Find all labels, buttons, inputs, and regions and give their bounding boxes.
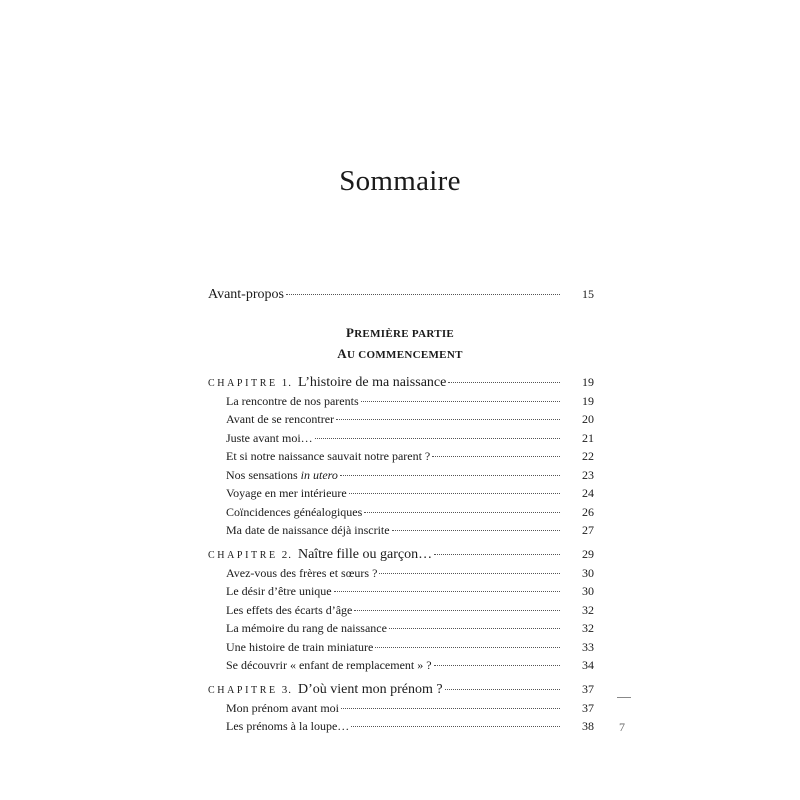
toc-page-number: 32 — [582, 603, 594, 617]
dot-leader — [336, 419, 560, 420]
toc-section-label: Coïncidences généalogiques — [226, 505, 363, 519]
toc-section-label — [226, 466, 338, 484]
toc-page-number: 15 — [582, 287, 594, 301]
dot-leader — [334, 591, 560, 592]
part-number-heading — [0, 325, 800, 341]
part-title-initial: A — [337, 346, 347, 361]
toc-section-label: Juste avant moi… — [226, 431, 313, 445]
toc-entry-label: Avant-propos — [208, 287, 284, 302]
toc-page-number: 30 — [582, 566, 594, 580]
dot-leader — [354, 610, 560, 611]
toc-section-label: Avez-vous des frères et sœurs ? — [226, 566, 378, 580]
chapter-title: D’où vient mon prénom ? — [297, 682, 443, 697]
toc-page-number: 26 — [582, 505, 594, 519]
part-number-rest: REMIÈRE PARTIE — [354, 328, 455, 340]
toc-section-label: Le désir d’être unique — [226, 584, 332, 598]
dot-leader — [445, 689, 560, 690]
dot-leader — [434, 665, 560, 666]
toc-page-number: 19 — [582, 394, 594, 408]
page-title: Sommaire — [339, 165, 461, 197]
dot-leader — [389, 628, 560, 629]
toc-section-label: Ma date de naissance déjà inscrite — [226, 523, 390, 537]
toc-section[interactable] — [226, 429, 594, 447]
chapter-prefix: CHAPITRE — [208, 550, 278, 561]
part-number-initial: P — [345, 325, 355, 340]
toc-page-number: 27 — [582, 523, 594, 537]
toc-section-label: Voyage en mer intérieure — [226, 486, 347, 500]
toc-section-label: Une histoire de train miniature — [226, 640, 374, 654]
dot-leader — [379, 573, 560, 574]
toc-page-number: 20 — [582, 412, 594, 426]
dot-leader — [392, 530, 560, 531]
toc-section[interactable] — [226, 656, 594, 674]
toc-section[interactable] — [226, 410, 594, 428]
toc-section[interactable] — [226, 638, 594, 656]
chapter-title: Naître fille ou garçon… — [297, 547, 433, 562]
toc-section-label: Se découvrir « enfant de remplacement » ? — [226, 658, 432, 672]
dot-leader — [364, 512, 560, 513]
dot-leader — [351, 726, 560, 727]
chapter-number: 3. — [281, 684, 292, 696]
part-title-heading — [0, 346, 800, 362]
toc-section-label-text: Nos sensations — [226, 468, 301, 482]
toc-section[interactable] — [226, 392, 594, 410]
toc-section[interactable] — [226, 521, 594, 539]
margin-rule — [617, 697, 631, 698]
toc-section[interactable] — [226, 699, 594, 717]
toc-entry-avant-propos[interactable] — [208, 285, 594, 303]
toc-page-number: 37 — [582, 701, 594, 715]
toc-section-label: Les prénoms à la loupe… — [226, 719, 350, 733]
dot-leader — [286, 294, 560, 295]
toc-section[interactable] — [226, 447, 594, 465]
toc-page-number: 29 — [582, 547, 594, 561]
toc-page-number: 33 — [582, 640, 594, 654]
toc-page-number: 24 — [582, 486, 594, 500]
toc-section-label: Mon prénom avant moi — [226, 701, 339, 715]
chapter-number: 1. — [281, 377, 292, 389]
toc-section-label: La mémoire du rang de naissance — [226, 621, 387, 635]
toc-page-number: 32 — [582, 621, 594, 635]
toc-page-number: 23 — [582, 468, 594, 482]
toc-page-number: 34 — [582, 658, 594, 672]
dot-leader — [341, 708, 560, 709]
folio-page-number: 7 — [619, 720, 625, 734]
dot-leader — [340, 475, 560, 476]
toc-chapter-3[interactable] — [208, 680, 594, 698]
toc-chapter-1[interactable] — [208, 373, 594, 391]
toc-section-label-italic: in utero — [300, 468, 338, 482]
dot-leader — [434, 554, 560, 555]
toc-page-number: 19 — [582, 375, 594, 389]
chapter-number: 2. — [281, 549, 292, 561]
toc-page-number: 22 — [582, 449, 594, 463]
toc-section[interactable] — [226, 582, 594, 600]
dot-leader — [349, 493, 560, 494]
toc-section[interactable] — [226, 717, 594, 735]
chapter-title: L’histoire de ma naissance — [297, 375, 447, 390]
part-title-rest: U COMMENCEMENT — [346, 349, 463, 361]
toc-section[interactable] — [226, 601, 594, 619]
dot-leader — [375, 647, 560, 648]
chapter-prefix: CHAPITRE — [208, 378, 278, 389]
dot-leader — [315, 438, 560, 439]
toc-section[interactable] — [226, 619, 594, 637]
toc-page-number: 30 — [582, 584, 594, 598]
toc-page-number: 38 — [582, 719, 594, 733]
dot-leader — [432, 456, 560, 457]
dot-leader — [361, 401, 560, 402]
toc-section[interactable] — [226, 503, 594, 521]
dot-leader — [448, 382, 560, 383]
toc-section[interactable] — [226, 484, 594, 502]
toc-page-number: 37 — [582, 682, 594, 696]
toc-section[interactable] — [226, 466, 594, 484]
toc-section-label: Avant de se rencontrer — [226, 412, 335, 426]
toc-chapter-2[interactable] — [208, 545, 594, 563]
toc-section[interactable] — [226, 564, 594, 582]
toc-section-label: Et si notre naissance sauvait notre parent ? — [226, 449, 431, 463]
chapter-prefix: CHAPITRE — [208, 685, 278, 696]
toc-section-label: La rencontre de nos parents — [226, 394, 359, 408]
toc-section-label: Les effets des écarts d’âge — [226, 603, 353, 617]
toc-page-number: 21 — [582, 431, 594, 445]
